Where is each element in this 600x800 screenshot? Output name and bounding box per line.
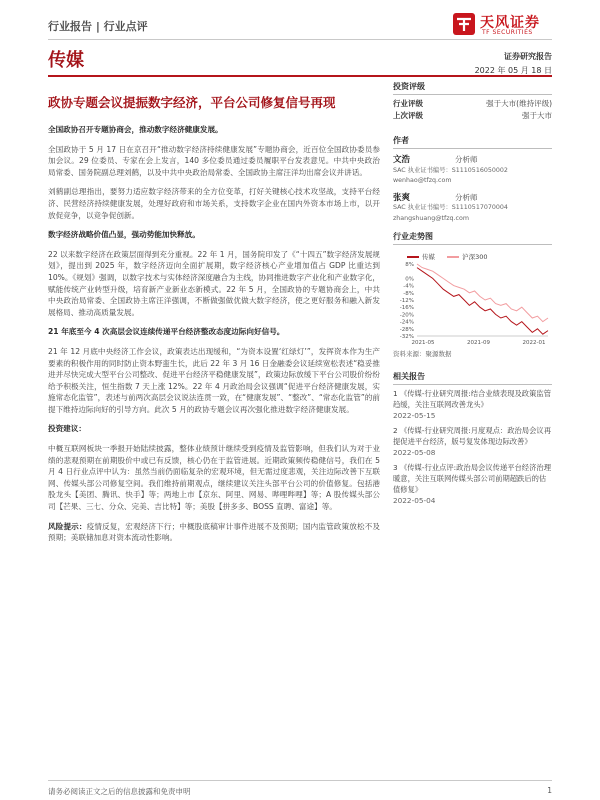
company-logo (452, 10, 550, 38)
author-role: 分析师 (455, 192, 478, 202)
chart-plot (393, 260, 552, 352)
risk-paragraph (48, 521, 380, 544)
author-sac: SAC 执业证书编号：S1110516050002 (393, 166, 508, 174)
related-report-text[interactable]: 3 《传媒-行业点评:政治局会议传递平台经济治理暖意，关注互联网传媒头部公司前期超跌后的估值修复》 (393, 463, 551, 494)
industry-rating-row (393, 98, 552, 110)
x-tick-label: 2021-05 (411, 340, 435, 346)
related-report-text[interactable]: 1 《传媒-行业研究周报:结合业绩表现及政策监管趋缓，关注互联网改善龙头》 (393, 389, 551, 409)
related-report-text[interactable]: 2 《传媒-行业研究周报:月度观点：政治局会议再提促进平台经济，版号复发体现边际改善》 (393, 426, 551, 446)
section-heading: 21 年底至今 4 次高层会议连续传递平台经济整改态度边际向好信号。 (48, 327, 285, 337)
y-tick-label: -16% (399, 305, 414, 312)
series-line (417, 268, 548, 335)
paragraph: 21 年 12 月底中央经济工作会议，政策表达出现缓和，“为资本设置‘红绿灯’”，发挥资本作为生产要素的积极作用的同时防止资本野蛮生长，此后 22 年 3 月 16 日金融委会议延续宽松表述“稳妥推进并尽快完成大型平台公司整改、促进平台经济平稳健康发展”，政策边际放缓下平台公司股价纷纷给予积极关注，恒生指数 7 天上涨 12%。22 年 4 月政治局会议强调“促进平台经济健康发展，实施常态化监管”，表述与前两次高层会议说法连贯一致，在“健康发展”、“整改”、“常态化监管”的前提下维持边际向好的引导方向。此次 5 月的政协专题会议再次强化推进数字经济健康发展。 (48, 346, 380, 414)
related-report-item[interactable] (393, 425, 552, 458)
series-line (417, 264, 548, 322)
paragraph: 中概互联网板块一季报开始陆续披露，整体业绩预计继续受到疫情及监管影响，但我们认为对于业绩的悲观预期在前期股价中或已有反馈，核心仍在于监管进展。近期政策频传稳健信号，我们在 5 月 4 日行业点评中认为：虽然当前仍面临复杂的宏观环境，但无需过度悲观，关注边际改善下互联网、传媒头部公司修复空间。我们维持前期观点，继续建议关注头部平台公司的价值修复。包括港股龙头【美团、腾讯、快手】等；两地上市【京东、阿里、网易、哔哩哔哩】等；A 股传媒头部公司【芒果、三七、分众、完美、吉比特】等；美股【拼多多、BOSS 直聘、富途】等。 (48, 444, 380, 512)
related-report-item[interactable] (393, 462, 552, 506)
page-header (48, 10, 552, 40)
author-block (393, 193, 552, 225)
logo-text-en: TF SECURITIES (482, 29, 533, 36)
legend-swatch-icon (447, 256, 459, 258)
disclaimer: 请务必阅读正文之后的信息披露和免责申明 (48, 787, 191, 796)
related-reports (393, 368, 552, 510)
prev-rating-key: 上次评级 (393, 111, 423, 120)
trend-label: 行业走势图 (393, 228, 552, 245)
related-header (393, 368, 552, 385)
author-role: 分析师 (455, 155, 478, 164)
y-tick-label: -12% (399, 298, 414, 304)
legend-label: 沪深300 (462, 253, 488, 261)
report-org: 证券研究报告 (504, 52, 552, 61)
paragraph: 22 以来数字经济在政策层面得到充分重视。22 年 1 月，国务院印发了《“十四五”数字经济发展规划》，提出到 2025 年，数字经济迈向全面扩展期，数字经济核心产业增加值占 GDP 比重达到 10%。《规划》强调，以数字技术与实体经济深度融合为主线，协同推进数字产业化和产业数字化，赋能传统产业转型升级，培育新产业新业态新模式。22 年 5 月，全国政协的专题协商会上，中共中央政治局常委、全国政协主席汪洋强调，不断做强做优做大数字经济，使之更好服务和融入新发展格局、推动高质量发展。 (48, 249, 381, 317)
sidebar (393, 78, 552, 224)
y-tick-label: -32% (399, 334, 414, 340)
risk-label: 风险提示： (48, 521, 87, 531)
x-tick-label: 2022-01 (522, 340, 546, 346)
y-tick-label: -4% (403, 283, 414, 290)
report-title: 政协专题会议提振数字经济，平台公司修复信号再现 (48, 95, 336, 110)
trend-header (393, 228, 552, 248)
section-heading: 投资建议： (48, 424, 86, 434)
report-date: 2022 年 05 月 18 日 (474, 66, 552, 75)
report-meta (475, 50, 552, 78)
risk-text: 疫情反复，宏观经济下行；中概股底稿审计事件进展不及预期；国内监管政策放松不及预期；美联储加息对资本流动性影响。 (48, 521, 381, 543)
author-label: 作者 (393, 132, 552, 149)
rating-label: 投资评级 (393, 78, 552, 95)
author-block (393, 155, 552, 187)
industry-rating-key: 行业评级 (393, 99, 423, 108)
chart-source: 资料来源：聚源数据 (393, 350, 452, 358)
related-report-date: 2022-05-15 (393, 411, 436, 420)
legend-swatch-icon (407, 256, 419, 258)
sector-title: 传媒 (48, 50, 84, 71)
author-sac: SAC 执业证书编号：S1110517070004 (393, 204, 508, 211)
y-tick-label: -24% (399, 319, 414, 326)
main-content (48, 124, 380, 552)
legend-label: 传媒 (422, 253, 435, 261)
author-name: 张爽 (393, 192, 411, 203)
related-report-date: 2022-05-04 (393, 496, 436, 505)
report-category: 行业报告 | 行业点评 (48, 20, 148, 33)
prev-rating-row (393, 110, 552, 122)
section-heading: 数字经济战略价值凸显，强动势能加快释放。 (48, 230, 200, 240)
industry-rating-value: 强于大市(维持评级) (486, 99, 552, 108)
related-report-item[interactable] (393, 388, 552, 421)
logo-text-cn: 天风证券 (480, 15, 540, 31)
y-tick-label: -20% (399, 312, 414, 319)
y-tick-label: 8% (405, 262, 414, 268)
divider (48, 75, 552, 77)
prev-rating-value: 强于大市 (522, 111, 552, 120)
page-footer (48, 780, 552, 797)
page-number: 1 (547, 786, 552, 795)
author-email[interactable]: zhangshuang@tfzq.com (393, 214, 469, 222)
tf-logo-icon (452, 12, 476, 36)
author-email[interactable]: wenhao@tfzq.com (393, 177, 452, 184)
related-label: 相关报告 (393, 368, 552, 385)
y-tick-label: -28% (399, 326, 414, 333)
y-tick-label: -8% (403, 290, 414, 297)
y-tick-label: 0% (405, 276, 414, 283)
x-tick-label: 2021-09 (467, 340, 490, 346)
author-name: 文浩 (393, 155, 411, 165)
section-heading: 全国政协召开专题协商会，推动数字经济健康发展。 (48, 125, 223, 134)
related-report-date: 2022-05-08 (393, 448, 436, 457)
paragraph: 全国政协于 5 月 17 日在京召开“推动数字经济持续健康发展”专题协商会，近百位全国政协委员参加会议。29 位委员、专家在会上发言，140 多位委员通过委员履职平台发表意见。中共中央政治局常委、国务院副总理刘鹤，以及中共中央政治局常委、全国政协主席汪洋均出席会议并讲话。 (48, 144, 380, 177)
paragraph: 刘鹤副总理指出，要努力适应数字经济带来的全方位变革，打好关键核心技术攻坚战，支持平台经济、民营经济持续健康发展，处理好政府和市场关系，支持数字企业在国内外资本市场上市，以开放促竞争，以竞争促创新。 (48, 187, 380, 220)
